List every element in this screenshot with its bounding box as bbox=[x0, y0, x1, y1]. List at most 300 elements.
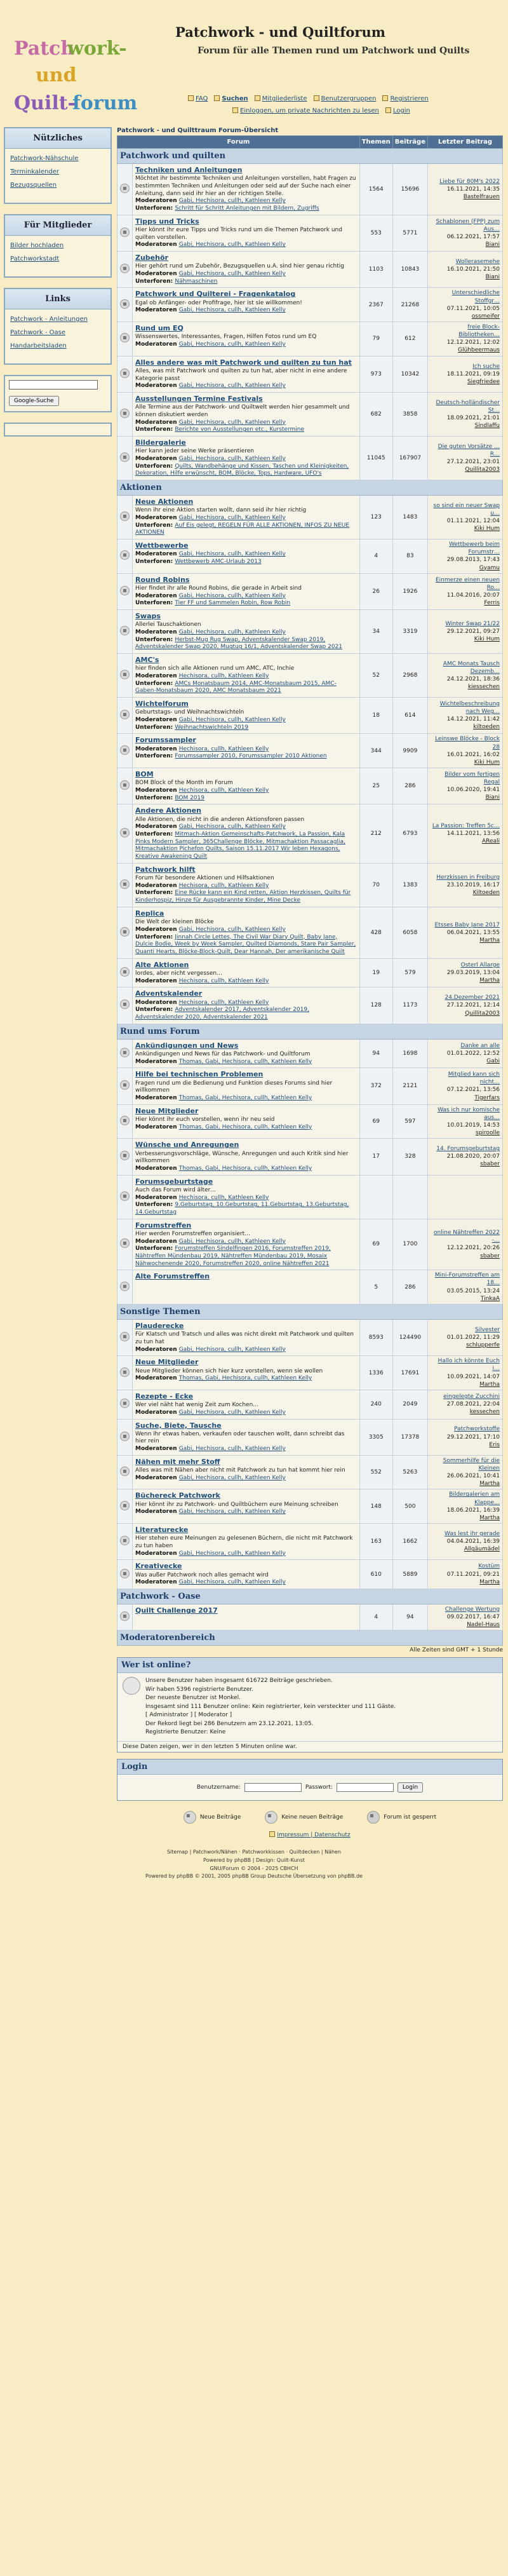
forum-info bbox=[133, 863, 360, 907]
last-post-date: 16.10.2021, 21:50 bbox=[446, 266, 500, 273]
forum-post-count: 17378 bbox=[392, 1419, 427, 1455]
forum-moderators bbox=[135, 1165, 357, 1173]
moderators-links[interactable]: Gabi, Hechisora, cullh, Kathleen Kelly bbox=[178, 717, 286, 724]
last-post-date: 09.02.2017, 16:47 bbox=[446, 1614, 500, 1621]
moderators-links[interactable]: Gabi, Hechisora, cullh, Kathleen Kelly bbox=[178, 1238, 286, 1245]
forum-info bbox=[133, 436, 360, 480]
last-post-title-link[interactable]: Ich suche bbox=[472, 363, 500, 370]
login-icon bbox=[385, 107, 391, 113]
last-post-title-link[interactable]: Silvester bbox=[474, 1326, 500, 1333]
last-post-title-link[interactable]: La Passion: Treffen 5c… bbox=[432, 822, 500, 829]
last-post-title-link[interactable]: Wettbewerb beim Forumstr… bbox=[449, 541, 500, 556]
last-post-title-link[interactable]: Patchworkstoffe bbox=[454, 1426, 500, 1433]
forum-title-link[interactable]: Literaturecke bbox=[135, 1525, 189, 1534]
moderators-links[interactable]: Gabi, Hechisora, cullh, Kathleen Kelly bbox=[178, 419, 286, 426]
subforum-links[interactable]: AMCs Monatsbaum 2014, AMC-Monatsbaum 2015, AMC-Gaben-Monatsbaum 2020, AMC Monatsbaum 2021 bbox=[135, 680, 337, 695]
last-post-author-link[interactable]: Tigerfars bbox=[474, 1094, 500, 1101]
login-link[interactable] bbox=[385, 107, 410, 114]
moderators-links[interactable]: Gabi, Hechisora, cullh, Kathleen Kelly bbox=[178, 592, 286, 599]
forum-row bbox=[117, 1039, 503, 1068]
subforums-label: Unterforen: bbox=[135, 1245, 175, 1252]
forum-description: Hier könnt ihr zu Patchwork- und Quiltbüchern eure Meinung schreiben bbox=[135, 1501, 338, 1508]
subforums-label: Unterforen: bbox=[135, 522, 175, 529]
last-post-author-link[interactable]: Kiki Hum bbox=[474, 759, 500, 766]
last-post-title-link[interactable]: Bildergalerien am Klappe… bbox=[449, 1491, 500, 1506]
forum-info bbox=[133, 215, 360, 251]
last-post-date: 27.08.2021, 22:04 bbox=[446, 1401, 500, 1408]
last-post-title-link[interactable]: Leinswe Blöcke - Block 28 bbox=[435, 736, 500, 750]
forum-row bbox=[117, 252, 503, 288]
last-post-author-link[interactable]: Glühbeermaus bbox=[458, 347, 500, 354]
moderators-links[interactable]: Gabi, Hechisora, cullh, Kathleen Kelly bbox=[178, 1346, 286, 1353]
forum-topic-count: 2367 bbox=[359, 288, 392, 322]
subforum-links[interactable]: Schritt für Schritt Anleitungen mit Bildern, Zugriffs bbox=[175, 205, 319, 212]
timezone-note: Alle Zeiten sind GMT + 1 Stunde bbox=[410, 1647, 503, 1654]
password-label: Passwort: bbox=[305, 1784, 333, 1791]
forum-topic-count: 79 bbox=[359, 322, 392, 356]
last-post-date: 27.12.2021, 23:01 bbox=[446, 459, 500, 465]
forum-title-link[interactable]: Andere Aktionen bbox=[135, 806, 201, 815]
online-current-users: Insgesamt sind 111 Benutzer online: Kein registrierter, kein versteckter und 111 Gäste. bbox=[145, 1703, 396, 1710]
category-row bbox=[117, 1630, 503, 1646]
moderators-links[interactable]: Hechisora, cullh, Kathleen Kelly bbox=[178, 882, 269, 889]
last-post-title-link[interactable]: Unterschiedliche Stoffgr… bbox=[451, 290, 500, 304]
forum-description: Alle Aktionen, die nicht in die anderen Aktionsforen passen bbox=[135, 816, 305, 823]
forum-title-link[interactable]: Bildergalerie bbox=[135, 438, 186, 447]
forum-title-link[interactable]: Tipps und Tricks bbox=[135, 217, 199, 226]
moderators-links[interactable]: Gabi, Hechisora, cullh, Kathleen Kelly bbox=[178, 455, 286, 462]
forum-row bbox=[117, 804, 503, 863]
subforums-label: Unterforen: bbox=[135, 933, 175, 940]
subforums-label: Unterforen: bbox=[135, 600, 175, 607]
forum-title-link[interactable]: Alte Forumstreffen bbox=[135, 1272, 210, 1281]
moderators-links[interactable]: Thomas, Gabi, Hechisora, cullh, Kathleen Kelly bbox=[178, 1165, 312, 1172]
last-post-title-link[interactable]: Challenge Wertung bbox=[444, 1606, 500, 1613]
last-post-title-link[interactable]: Mitglied kann sich nicht… bbox=[448, 1071, 500, 1086]
moderators-links[interactable]: Gabi, Hechisora, cullh, Kathleen Kelly bbox=[178, 1474, 286, 1481]
sidebar-link-anleitungen[interactable]: Patchwork - Anleitungen bbox=[10, 316, 88, 323]
last-post-date: 29.12.2021, 09:27 bbox=[446, 628, 500, 635]
forum-title-link[interactable]: Patchwork und Quilterei - Fragenkatalog bbox=[135, 290, 296, 299]
forum-topic-count: 123 bbox=[359, 496, 392, 539]
forum-title-link[interactable]: AMC's bbox=[135, 656, 159, 665]
subforum-links[interactable]: Mitmach-Aktion Gemeinschafts-Patchwork, La Passion, Kala Pinks Modern Sampler, 365Challenge Blöcke, Mitmachaktion Passacaglia, Mitmachaktion Pichefon Quilts, Saison 15.11.2017 Wir leben Hexagons, Kreative Awakening Quilt bbox=[135, 831, 345, 860]
sidebar-link-naehschule[interactable]: Patchwork-Nähschule bbox=[10, 155, 79, 162]
subforum-links[interactable]: Eine Rücke kann ein Kind retten, Aktion Herzkissen, Quilts für Kinderhospiz, Hinze für Ausgebrannte Kinder, Mine Decke bbox=[135, 890, 351, 904]
forum-title-link[interactable]: Zubehör bbox=[135, 254, 168, 262]
category-title[interactable]: Sonstige Themen bbox=[117, 1304, 503, 1319]
last-post-author-link[interactable]: kessechen bbox=[469, 1409, 500, 1416]
sidebar-link-oase[interactable]: Patchwork - Oase bbox=[10, 329, 65, 336]
register-link[interactable] bbox=[382, 95, 428, 102]
google-search-button[interactable]: Google-Suche bbox=[9, 396, 59, 406]
forum-title-link[interactable]: Alte Aktionen bbox=[135, 960, 189, 969]
category-title[interactable]: Patchwork - Oase bbox=[117, 1589, 503, 1604]
forum-topic-count: 4 bbox=[359, 1604, 392, 1630]
private-messages-link[interactable] bbox=[232, 107, 379, 114]
forum-title-link[interactable]: Büchereck Patchwork bbox=[135, 1491, 220, 1500]
forum-title-link[interactable]: Forumsgeburtstage bbox=[135, 1177, 213, 1186]
moderators-label: Moderatoren bbox=[135, 745, 179, 752]
forum-title-link[interactable]: Nähen mit mehr Stoff bbox=[135, 1457, 220, 1466]
forum-description: Fragen rund um die Bedienung und Funktion dieses Forums sind hier willkommen bbox=[135, 1080, 333, 1094]
forum-description: Hier stehen eure Meinungen zu gelesenen Büchern, die nicht mit Patchwork zu tun haben bbox=[135, 1535, 353, 1549]
forum-row bbox=[117, 288, 503, 322]
last-post-title-link[interactable]: so sind ein neuer Swap u… bbox=[433, 502, 500, 517]
forum-title-link[interactable]: Alles andere was mit Patchwork und quilten zu tun hat bbox=[135, 358, 352, 367]
forum-title-link[interactable]: Wettbewerbe bbox=[135, 541, 189, 550]
forum-moderators bbox=[135, 1195, 357, 1202]
last-post-author-link[interactable]: spiroolle bbox=[476, 1130, 500, 1137]
forum-post-count: 1483 bbox=[392, 496, 427, 539]
subforum-links[interactable]: Wettbewerb AMC-Urlaub 2013 bbox=[175, 559, 262, 566]
forum-folder-icon bbox=[120, 1080, 130, 1090]
forum-folder-icon bbox=[120, 1367, 130, 1377]
last-post-author-link[interactable]: AReali bbox=[481, 838, 500, 845]
last-post-title-link[interactable]: Einmerze einen neuen Ro… bbox=[435, 576, 500, 591]
forum-post-count: 9909 bbox=[392, 734, 427, 768]
last-post-title-link[interactable]: Kostüm bbox=[478, 1563, 500, 1570]
last-post-title-link[interactable]: Was ich nur komische aus… bbox=[438, 1106, 500, 1121]
forum-status-cell bbox=[117, 1175, 133, 1219]
subforum-links[interactable]: BOM 2019 bbox=[175, 794, 204, 801]
last-post-title-link[interactable]: Liebe für 80M's 2022 bbox=[439, 178, 500, 185]
last-post-author-link[interactable]: Martha bbox=[479, 1481, 500, 1488]
moderators-label: Moderatoren bbox=[135, 882, 179, 889]
last-post-author-link[interactable]: Martha bbox=[479, 1514, 500, 1521]
last-post-title-link[interactable]: Schablonen (FPP) zum Aus… bbox=[436, 218, 500, 233]
moderators-links[interactable]: Gabi, Hechisora, cullh, Kathleen Kelly bbox=[178, 1508, 286, 1515]
last-post-date: 26.06.2021, 10:41 bbox=[446, 1473, 500, 1480]
last-post-title-link[interactable]: Winter Swap 21/22 bbox=[445, 620, 500, 627]
last-post-author-link[interactable]: Kiltoeden bbox=[472, 889, 500, 896]
forum-moderators bbox=[135, 824, 357, 831]
search-link[interactable] bbox=[214, 95, 248, 102]
site-logo[interactable] bbox=[11, 32, 138, 121]
moderators-links[interactable]: Gabi, Hechisora, cullh, Kathleen Kelly bbox=[178, 198, 286, 205]
forum-title-link[interactable]: Rund um EQ bbox=[135, 324, 184, 333]
moderators-links[interactable]: Hechisora, cullh, Kathleen Kelly bbox=[178, 673, 269, 680]
forum-status-cell bbox=[117, 288, 133, 322]
moderators-label: Moderatoren bbox=[135, 1238, 179, 1245]
last-post-title-link[interactable]: Osterl Allarge bbox=[460, 961, 500, 968]
forum-last-post bbox=[428, 322, 503, 356]
moderators-links[interactable]: Gabi, Hechisora, cullh, Kathleen Kelly bbox=[178, 307, 286, 314]
last-post-author-link[interactable]: Ferris bbox=[484, 599, 500, 606]
subforums-label: Unterforen: bbox=[135, 205, 175, 212]
moderators-links[interactable]: Hechisora, cullh, Kathleen Kelly bbox=[178, 787, 269, 794]
sidebar-useful-title: Nützliches bbox=[5, 128, 110, 149]
moderators-links[interactable]: Gabi, Hechisora, cullh, Kathleen Kelly bbox=[178, 824, 286, 830]
moderators-links[interactable]: Thomas, Gabi, Hechisora, cullh, Kathleen Kelly bbox=[178, 1058, 312, 1065]
forum-post-count: 2968 bbox=[392, 654, 427, 698]
last-post-title-link[interactable]: Was lest ihr gerade bbox=[444, 1530, 500, 1537]
category-title[interactable]: Patchwork und quilten bbox=[117, 149, 503, 164]
forum-info bbox=[133, 539, 360, 574]
forum-moderators bbox=[135, 419, 357, 427]
last-post-title-link[interactable]: online Nähtreffen 2022 -… bbox=[433, 1230, 500, 1244]
last-post-author-link[interactable]: Martha bbox=[479, 1381, 500, 1388]
last-post-author-link[interactable]: TinkaA bbox=[480, 1295, 500, 1302]
last-post-title-link[interactable]: Mini-Forumstreffen am 18… bbox=[434, 1272, 500, 1287]
last-post-author-link[interactable]: kiltoeden bbox=[473, 724, 500, 731]
subforums-label: Unterforen: bbox=[135, 1007, 175, 1013]
forum-last-post bbox=[428, 610, 503, 654]
last-post-author-link[interactable]: Quillita2003 bbox=[465, 1010, 500, 1017]
last-post-author-link[interactable]: Siegfriedee bbox=[467, 378, 500, 385]
forum-topic-count: 128 bbox=[359, 987, 392, 1024]
forum-title-link[interactable]: Techniken und Anleitungen bbox=[135, 166, 243, 174]
forum-title-link[interactable]: Replica bbox=[135, 909, 164, 918]
forum-info bbox=[133, 987, 360, 1024]
forum-title-link[interactable]: Ausstellungen Termine Festivals bbox=[135, 394, 263, 403]
subforum-links[interactable]: Jinnah Circle Lettes, The Civil War Diary Quilt, Baby Jane, Dulcie Bodie, Week by Week Sampler, Quilted Diamonds, Stare Pair Sampler, Quanti Hearts, Blöcke-Block-Quilt, Dear Hannah, Der amerikanische Quilt bbox=[135, 933, 356, 955]
moderators-links[interactable]: Thomas, Gabi, Hechisora, cullh, Kathleen Kelly bbox=[178, 1375, 312, 1382]
forum-status-cell bbox=[117, 1068, 133, 1104]
last-post-title-link[interactable]: Die guten Vorsätze … R… bbox=[438, 443, 500, 458]
last-post-author-link[interactable]: Allgäumädel bbox=[464, 1546, 500, 1553]
breadcrumb-forum-index[interactable]: Patchwork - und Quilttraum Forum-Übersicht bbox=[117, 127, 279, 134]
subforum-links[interactable]: Nähmaschinen bbox=[175, 278, 218, 285]
last-post-title-link[interactable]: freie Block-Bibliotheken… bbox=[458, 324, 500, 339]
subforums-label: Unterforen: bbox=[135, 636, 175, 643]
forum-last-post bbox=[428, 698, 503, 734]
forum-status-cell bbox=[117, 1219, 133, 1270]
sidebar-useful-box bbox=[4, 127, 112, 204]
forum-folder-icon bbox=[120, 1399, 130, 1408]
last-post-title-link[interactable]: Danke an alle bbox=[460, 1042, 500, 1049]
forum-post-count: 21268 bbox=[392, 288, 427, 322]
category-title[interactable]: Rund ums Forum bbox=[117, 1024, 503, 1039]
forum-post-count: 83 bbox=[392, 539, 427, 574]
site-header bbox=[4, 0, 504, 127]
forum-moderators bbox=[135, 1124, 357, 1132]
last-post-title-link[interactable]: Etsses Baby Jane 2017 bbox=[434, 921, 500, 928]
subforum-links[interactable]: Tier FF und Sammelen Robin, Row Robin bbox=[175, 600, 291, 607]
forum-title-link[interactable]: Hilfe bei technischen Problemen bbox=[135, 1070, 264, 1079]
last-post-author-link[interactable]: Quillita2003 bbox=[465, 466, 500, 473]
imprint-link[interactable]: Impressum | Datenschutz bbox=[277, 1831, 351, 1838]
moderators-links[interactable]: Gabi, Hechisora, cullh, Kathleen Kelly bbox=[178, 628, 286, 635]
last-post-author-link[interactable]: Bastelfrauen bbox=[463, 193, 500, 200]
forum-topic-count: 17 bbox=[359, 1139, 392, 1175]
last-post-author-link[interactable]: schlupperfe bbox=[466, 1342, 500, 1349]
last-post-title-link[interactable]: Hallo ich könnte Euch i… bbox=[438, 1358, 500, 1373]
last-post-author-link[interactable]: Eris bbox=[489, 1441, 500, 1448]
last-post-title-link[interactable]: Deutsch-holländischer St… bbox=[436, 399, 500, 414]
forum-title-link[interactable]: Ankündigungen und News bbox=[135, 1041, 239, 1050]
forum-post-count: 614 bbox=[392, 698, 427, 734]
forum-folder-icon bbox=[120, 780, 130, 790]
moderators-links[interactable]: Gabi, Hechisora, cullh, Kathleen Kelly bbox=[178, 926, 286, 933]
forum-moderators bbox=[135, 515, 357, 522]
last-post-author-link[interactable]: sbaber bbox=[480, 1161, 500, 1168]
last-post-title-link[interactable]: AMC Monats Tausch Dezemb… bbox=[443, 660, 500, 675]
moderators-links[interactable]: Thomas, Gabi, Hechisora, cullh, Kathleen Kelly bbox=[178, 1123, 312, 1130]
last-post-author-link[interactable]: Kiki Hum bbox=[474, 636, 500, 643]
forum-title-link[interactable]: Quilt Challenge 2017 bbox=[135, 1606, 218, 1615]
last-post-author-link[interactable]: kiessechen bbox=[467, 684, 500, 691]
messages-icon bbox=[232, 107, 238, 113]
sidebar-link-handarbeitsladen[interactable]: Handarbeitsladen bbox=[10, 342, 67, 349]
last-post-author-link[interactable]: Martha bbox=[479, 1578, 500, 1585]
moderators-links[interactable]: Gabi, Hechisora, cullh, Kathleen Kelly bbox=[178, 1550, 286, 1557]
last-post-author-link[interactable]: Kiki Hum bbox=[474, 525, 500, 532]
faq-link[interactable] bbox=[188, 95, 208, 102]
forum-info bbox=[133, 804, 360, 863]
last-post-author-link[interactable]: Gabi bbox=[486, 1058, 500, 1065]
last-post-author-link[interactable]: Gyamu bbox=[479, 564, 500, 571]
forum-moderators bbox=[135, 883, 357, 890]
forum-info bbox=[133, 654, 360, 698]
subforum-links[interactable]: Forumstreffen Sindelfingen 2016, Forumstreffen 2019, Nähtreffen Mündenbau 2019, Nähtreffen Mündenbau 2019, Mosaix Nähwochenende 2020, Forumstreffen 2020, online Nähtreffen 2021 bbox=[135, 1245, 331, 1267]
last-post-author-link[interactable]: sbaber bbox=[480, 1252, 500, 1259]
forum-title-link[interactable]: Neue Aktionen bbox=[135, 498, 194, 506]
username-input[interactable] bbox=[244, 1783, 302, 1792]
moderators-links[interactable]: Gabi, Hechisora, cullh, Kathleen Kelly bbox=[178, 241, 286, 248]
forum-folder-icon bbox=[120, 927, 130, 937]
forum-last-post bbox=[428, 1489, 503, 1524]
password-input[interactable] bbox=[337, 1783, 394, 1792]
last-post-title-link[interactable]: Bilder vom fertigen Regal bbox=[444, 771, 500, 786]
memberlist-link[interactable] bbox=[255, 95, 307, 102]
sidebar-link-bezugsquellen[interactable]: Bezugsquellen bbox=[10, 182, 57, 189]
forum-post-count: 1698 bbox=[392, 1039, 427, 1068]
last-post-title-link[interactable]: 24.Dezember 2021 bbox=[444, 994, 500, 1001]
category-title[interactable]: Moderatorenbereich bbox=[117, 1630, 503, 1646]
forum-info bbox=[133, 1175, 360, 1219]
forum-last-post bbox=[428, 215, 503, 251]
forum-status-cell bbox=[117, 392, 133, 436]
moderators-links[interactable]: Gabi, Hechisora, cullh, Kathleen Kelly bbox=[178, 341, 286, 348]
moderators-links[interactable]: Gabi, Hechisora, cullh, Kathleen Kelly bbox=[178, 271, 286, 278]
forum-topic-count: 8593 bbox=[359, 1319, 392, 1355]
moderators-links[interactable]: Thomas, Gabi, Hechisora, cullh, Kathleen Kelly bbox=[178, 1094, 312, 1101]
forum-title-link[interactable]: Forumssampler bbox=[135, 736, 196, 745]
subforum-links[interactable]: Weihnachtswichteln 2019 bbox=[175, 724, 249, 731]
forum-description: Hier kann jeder seine Werke präsentieren bbox=[135, 448, 254, 455]
last-post-author-link[interactable]: Martha bbox=[479, 977, 500, 984]
last-post-title-link[interactable]: Sommerhilfe für die Kleinen bbox=[443, 1457, 500, 1472]
subforum-links[interactable]: 9.Geburtstag, 10.Geburtstag, 11.Geburtstag, 13.Geburtstag, 14.Geburtstag bbox=[135, 1202, 349, 1216]
moderators-links[interactable]: Gabi, Hechisora, cullh, Kathleen Kelly bbox=[178, 1579, 286, 1586]
forum-info bbox=[133, 1455, 360, 1489]
last-post-date: 01.01.2022, 11:29 bbox=[446, 1334, 500, 1341]
sidebar-link-upload[interactable]: Bilder hochladen bbox=[10, 242, 64, 249]
forum-subforums bbox=[135, 278, 357, 286]
last-post-date: 07.12.2021, 13:56 bbox=[446, 1087, 500, 1094]
forum-title-link[interactable]: Wichtelforum bbox=[135, 700, 189, 708]
forum-last-post bbox=[428, 1390, 503, 1419]
last-post-author-link[interactable]: Martha bbox=[479, 937, 500, 944]
forum-post-count: 1383 bbox=[392, 863, 427, 907]
forum-folder-icon bbox=[120, 333, 130, 342]
last-post-author-link[interactable]: ossmeifer bbox=[471, 313, 500, 320]
moderators-links[interactable]: Hechisora, cullh, Kathleen Kelly bbox=[178, 977, 269, 984]
forum-title-link[interactable]: Swaps bbox=[135, 612, 161, 620]
moderators-links[interactable]: Gabi, Hechisora, cullh, Kathleen Kelly bbox=[178, 1446, 286, 1453]
last-post-title-link[interactable]: Herzkissen in Freiburg bbox=[436, 874, 500, 881]
subforum-links[interactable]: Berichte von Ausstellungen etc., Kurstermine bbox=[175, 426, 305, 433]
forum-title-link[interactable]: Forumstreffen bbox=[135, 1221, 192, 1230]
last-post-date: 27.12.2021, 12:14 bbox=[446, 1002, 500, 1009]
last-post-author-link[interactable]: Biani bbox=[485, 241, 500, 248]
moderators-links[interactable]: Hechisora, cullh, Kathleen Kelly bbox=[178, 999, 269, 1006]
breadcrumb bbox=[117, 127, 503, 134]
sidebar-link-patchworkstadt[interactable]: Patchworkstadt bbox=[10, 255, 60, 262]
forum-status-cell bbox=[117, 804, 133, 863]
moderators-links[interactable]: Gabi, Hechisora, cullh, Kathleen Kelly bbox=[178, 383, 286, 390]
usergroups-link[interactable] bbox=[314, 95, 377, 102]
forum-post-count: 286 bbox=[392, 768, 427, 804]
last-post-author-link[interactable]: Biani bbox=[485, 794, 500, 801]
subforum-links[interactable]: Forumssampler 2010, Forumssampler 2010 Aktionen bbox=[175, 753, 327, 760]
moderators-links[interactable]: Gabi, Hechisora, cullh, Kathleen Kelly bbox=[178, 1409, 286, 1416]
forum-row bbox=[117, 573, 503, 609]
forum-topic-count: 3305 bbox=[359, 1419, 392, 1455]
login-button[interactable]: Login bbox=[398, 1782, 423, 1793]
forum-moderators bbox=[135, 383, 357, 390]
col-header-last-post: Letzter Beitrag bbox=[428, 136, 503, 149]
forum-title-link[interactable]: Suche, Biete, Tausche bbox=[135, 1421, 222, 1430]
forum-post-count: 6058 bbox=[392, 907, 427, 958]
last-post-author-link[interactable]: Nadel-Haus bbox=[467, 1622, 500, 1629]
forum-index-table bbox=[117, 135, 503, 1646]
category-title[interactable]: Aktionen bbox=[117, 480, 503, 496]
moderators-links[interactable]: Gabi, Hechisora, cullh, Kathleen Kelly bbox=[178, 515, 286, 522]
forum-topic-count: 610 bbox=[359, 1560, 392, 1589]
subforum-links[interactable]: Quilts, Wandbehänge und Kissen, Taschen und Kleinigkeiten, Dekoration, Hilfe erwünscht, BOM, Blöcke, Tops, Hardware, UFO's bbox=[135, 463, 349, 477]
subforum-links[interactable]: Herbst-Mug Rug Swap, Adventskalender Swap 2019, Adventskalender Swap 2020, Mugtug 16/1, Adventskalender Swap 2021 bbox=[135, 636, 343, 651]
forum-post-count: 5771 bbox=[392, 215, 427, 251]
forum-title-link[interactable]: Kreativecke bbox=[135, 1562, 182, 1571]
sidebar-members-title: Für Mitglieder bbox=[5, 215, 110, 236]
forum-title-link[interactable]: BOM bbox=[135, 770, 154, 779]
forum-title-link[interactable]: Patchwork hilft bbox=[135, 865, 196, 874]
forum-title-link[interactable]: Round Robins bbox=[135, 575, 190, 584]
last-post-title-link[interactable]: Wollerasemehe bbox=[455, 259, 500, 266]
forum-title-link[interactable]: Wünsche und Anregungen bbox=[135, 1141, 239, 1149]
forum-subforums bbox=[135, 1007, 357, 1021]
last-post-title-link[interactable]: Wichtelbeschreibung nach Weg… bbox=[439, 700, 500, 715]
sidebar-link-terminkalender[interactable]: Terminkalender bbox=[10, 168, 59, 175]
forum-topic-count: 163 bbox=[359, 1523, 392, 1559]
forum-title-link[interactable]: Neue Mitglieder bbox=[135, 1106, 199, 1115]
forum-folder-icon bbox=[120, 1501, 130, 1510]
last-post-author-link[interactable]: Biani bbox=[485, 274, 500, 281]
forum-folder-icon bbox=[120, 184, 130, 193]
moderators-links[interactable]: Gabi, Hechisora, cullh, Kathleen Kelly bbox=[178, 551, 286, 558]
forum-description: Alle Termine aus der Patchwork- und Quiltwelt werden hier gesammelt und können diskutiert werden bbox=[135, 404, 350, 418]
last-post-title-link[interactable]: eingelegte Zucchini bbox=[443, 1393, 500, 1400]
google-search-input[interactable] bbox=[9, 380, 98, 390]
moderators-links[interactable]: Hechisora, cullh, Kathleen Kelly bbox=[178, 1194, 269, 1201]
forum-moderators bbox=[135, 1095, 357, 1102]
last-post-title-link[interactable]: 14. Forumsgeburtstag bbox=[436, 1146, 500, 1153]
forum-title-link[interactable]: Rezepte - Ecke bbox=[135, 1392, 194, 1400]
svg-text:Quilt-: Quilt- bbox=[14, 92, 76, 114]
moderators-links[interactable]: Hechisora, cullh, Kathleen Kelly bbox=[178, 745, 269, 752]
forum-title-link[interactable]: Neue Mitglieder bbox=[135, 1358, 199, 1367]
forum-last-post bbox=[428, 1219, 503, 1270]
forum-post-count: 612 bbox=[392, 322, 427, 356]
faq-icon bbox=[188, 95, 194, 101]
forum-title-link[interactable]: Plauderecke bbox=[135, 1321, 184, 1330]
last-post-author-link[interactable]: Sindlaffu bbox=[474, 423, 500, 430]
forum-title-link[interactable]: Adventskalender bbox=[135, 989, 203, 998]
subforum-links[interactable]: Adventskalender 2017, Adventskalender 2019, Adventskalender 2020, Adventskalender 2021 bbox=[135, 1007, 309, 1020]
subforum-links[interactable]: Auf Eis gelegt, REGELN FÜR ALLE AKTIONEN, INFOS ZU NEUE AKTIONEN bbox=[135, 522, 350, 536]
